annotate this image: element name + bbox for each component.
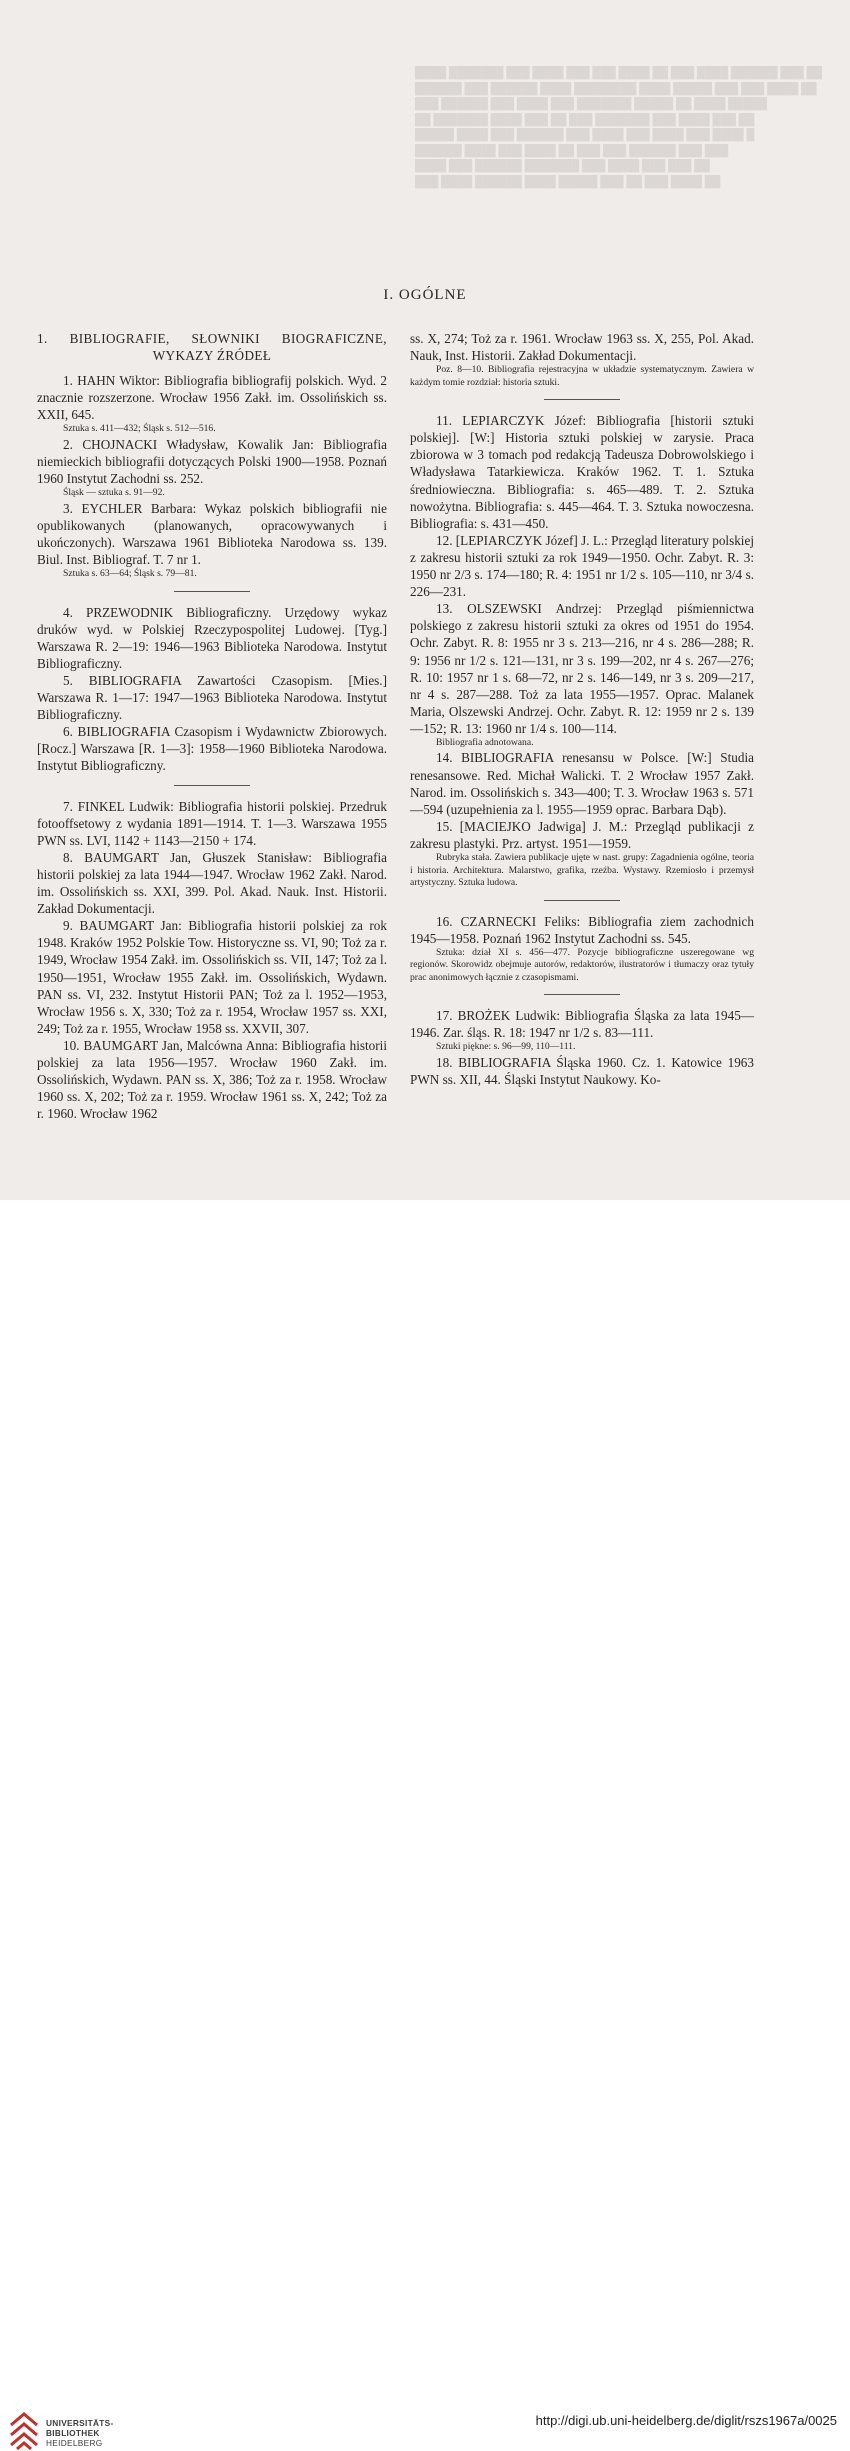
entry-16-note: Sztuka: dział XI s. 456—477. Pozycje bibliograficzne uszeregowane wg regionów. Skorowidz obejmuje autorów, redaktorów, ilustratorów i tłumaczy oraz tytuły prac anonimowych łącznie z czasopismami. [410, 946, 754, 983]
entry-1: 1. HAHN Wiktor: Bibliografia bibliografij polskich. Wyd. 2 znacznie rozszerzone. Wrocław 1956 Zakł. im. Ossolińskich ss. XXII, 645. [37, 373, 387, 423]
bleed-through-text: ████ ███████ ███ ████ ███ ███ ████ ██ ███ ████ ██████ ███ ██ ██████ ███ ██████ ████ ████████ ████ █████ ███ ███ ████ ██ ███ ██████ ███ ████ ███ ███████ █████ ██ ████ █████ ██ ███████ ████ ███ ██ ███ ███████ ███ ████ ███ ██ █████ ████ ███ ██████ ███ ████ ███ ████ ███ ████ █ ██████ ████ ███ ████ ██ ███ ███ ██████ ███ ███ ████ ███ ██████ ███████ ███ ████ ███ ███ ██ ███ ████ ██████ ████ █████ ███ ██ ███ ████ ██ [415, 67, 823, 188]
entry-4: 4. PRZEWODNIK Bibliograficzny. Urzędowy wykaz druków wyd. w Polskiej Rzeczypospolitej Ludowej. [Tyg.] Warszawa R. 2—19: 1946—1963 Biblioteka Narodowa. Instytut Bibliograficzny. [37, 604, 387, 671]
separator [174, 591, 250, 592]
entry-18: 18. BIBLIOGRAFIA Śląska 1960. Cz. 1. Katowice 1963 PWN ss. XII, 44. Śląski Instytut Naukowy. Ko- [410, 1054, 754, 1087]
library-name [46, 2418, 114, 2449]
entry-1-note: Sztuka s. 411—432; Śląsk s. 512—516. [63, 423, 216, 435]
entry-6: 6. BIBLIOGRAFIA Czasopism i Wydawnictw Zbiorowych. [Rocz.] Warszawa [R. 1—3]: 1958—1960 Biblioteka Narodowa. Instytut Bibliograficzny. [37, 724, 387, 774]
entry-17: 17. BROŻEK Ludwik: Bibliografia Śląska za lata 1945—1946. Zar. śląs. R. 18: 1947 nr 1/2 s. 83—111. [410, 1008, 754, 1041]
entry-14: 14. BIBLIOGRAFIA renesansu w Polsce. [W:] Studia renesansowe. Red. Michał Walicki. T. 2 Wrocław 1957 Zakł. Narod. im. Ossolińskich s. 343—400; T. 3. Wrocław 1963 s. 571—594 (uzupełnienia za l. 1955—1959 oprac. Barbara Dąb). [410, 750, 754, 817]
scanned-page [0, 0, 850, 1200]
section-heading-line1: 1. BIBLIOGRAFIE, SŁOWNIKI BIOGRAFICZNE, [37, 331, 387, 346]
entry-7: 7. FINKEL Ludwik: Bibliografia historii polskiej. Przedruk fotooffsetowy z wydania 1891—1914. T. 1—3. Warszawa 1955 PWN ss. LVI, 1142 + 1143—2150 + 174. [37, 798, 387, 848]
entry-13-note: Bibliografia adnotowana. [436, 736, 534, 748]
entry-12: 12. [LEPIARCZYK Józef] J. L.: Przegląd literatury polskiej z zakresu historii sztuki za rok 1949—1950. Ochr. Zabyt. R. 3: 1950 nr 2/3 s. 174—180; R. 4: 1951 nr 1/2 s. 105—110, nr 3/4 s. 226—231. [410, 532, 754, 600]
document-url-link[interactable]: http://digi.ub.uni-heidelberg.de/diglit/rszs1967a/0025 [535, 2413, 837, 2428]
entry-10: 10. BAUMGART Jan, Malcówna Anna: Bibliografia historii polskiej za lata 1956—1957. Wrocław 1960 Zakł. im. Ossolińskich, Wydawn. PAN ss. X, 386; Toż za r. 1958. Wrocław 1960 ss. X, 202; Toż za r. 1959. Wrocław 1961 ss. X, 242; Toż za r. 1960. Wrocław 1962 [37, 1037, 387, 1122]
left-column [37, 330, 387, 1122]
library-name-line2: BIBLIOTHEK [46, 2428, 100, 2439]
right-column [410, 330, 754, 1088]
entry-16: 16. CZARNECKI Feliks: Bibliografia ziem zachodnich 1945—1958. Poznań 1962 Instytut Zachodni ss. 545. [410, 913, 754, 946]
entry-2: 2. CHOJNACKI Władysław, Kowalik Jan: Bibliografia niemieckich bibliografii dotyczących Polski 1900—1958. Poznań 1960 Instytut Zachodni ss. 252. [37, 436, 387, 487]
entry-8: 8. BAUMGART Jan, Głuszek Stanisław: Bibliografia historii polskiej za lata 1944—1947. Wrocław 1962 Zakł. Narod. im. Ossolińskich ss. XXI, 399. Pol. Akad. Nauk. Inst. Historii. Zakład Dokumentacji. [37, 849, 387, 917]
entry-9: 9. BAUMGART Jan: Bibliografia historii polskiej za rok 1948. Kraków 1952 Polskie Tow. Historyczne ss. VI, 90; Toż za r. 1949, Wrocław 1954 Zakł. im. Ossolińskich ss. VII, 147; Toż za l. 1950—1951, Wrocław 1955 Zakł. im. Ossolińskich, Wydawn. PAN ss. VI, 232. Instytut Historii PAN; Toż za l. 1952—1953, Wrocław 1956 s. X, 330; Toż za r. 1954, Wrocław 1957 ss. XXI, 249; Toż za r. 1955, Wrocław 1958 ss. XXVII, 307. [37, 918, 387, 1036]
entry-2-note: Śląsk — sztuka s. 91—92. [63, 487, 165, 499]
section-title: I. OGÓLNE [383, 287, 467, 303]
entry-15: 15. [MACIEJKO Jadwiga] J. M.: Przegląd publikacji z zakresu plastyki. Prz. artyst. 1951—1959. [410, 818, 754, 851]
entry-3-note: Sztuka s. 63—64; Śląsk s. 79—81. [63, 568, 197, 580]
separator [544, 900, 620, 901]
entry-17-note: Sztuki piękne: s. 96—99, 110—111. [436, 1041, 576, 1053]
separator [174, 785, 250, 786]
entry-13: 13. OLSZEWSKI Andrzej: Przegląd piśmiennictwa polskiego z zakresu historii sztuki za okres od 1951 do 1954. Ochr. Zabyt. R. 8: 1955 nr 3 s. 213—216, nr 4 s. 286—288; R. 9: 1956 nr 1/2 s. 121—131, nr 3 s. 199—202, nr 4 s. 267—276; R. 10: 1957 nr 1 s. 68—72, nr 2 s. 146—149, nr 3 s. 209—217, nr 4 s. 287—288. Toż za lata 1955—1957. Oprac. Malanek Maria, Olszewski Andrzej. Ochr. Zabyt. R. 12: 1959 nr 2 s. 139—152; R. 13: 1960 nr 1/4 s. 100—114. [410, 601, 754, 736]
entry-11: 11. LEPIARCZYK Józef: Bibliografia [historii sztuki polskiej]. [W:] Historia sztuki polskiej w zarysie. Praca zbiorowa w 3 tomach pod redakcją Tadeusza Dobrowolskiego i Władysława Tatarkiewicza. Kraków 1962. T. 1. Sztuka średniowieczna. Bibliografia: s. 465—489. T. 2. Sztuka nowożytna. Bibliografia: s. 445—464. T. 3. Sztuka nowoczesna. Bibliografia: s. 431—450. [410, 413, 754, 531]
entry-10-continuation: ss. X, 274; Toż za r. 1961. Wrocław 1963 ss. X, 255, Pol. Akad. Nauk, Inst. Historii. Zakład Dokumentacji. [410, 331, 754, 364]
entry-15-note: Rubryka stała. Zawiera publikacje ujęte w nast. grupy: Zagadnienia ogólne, teoria i historia. Architektura. Malarstwo, grafika, rzeźba. Wystawy. Rzemiosło i przemysł artystyczny. Sztuka ludowa. [410, 852, 754, 889]
entry-5: 5. BIBLIOGRAFIA Zawartości Czasopism. [Mies.] Warszawa R. 1—17: 1947—1963 Biblioteka Narodowa. Instytut Bibliograficzny. [37, 673, 387, 723]
entry-10-note: Poz. 8—10. Bibliografia rejestracyjna w układzie systematycznym. Zawiera w każdym tomie rozdział: historia sztuki. [410, 364, 754, 388]
section-heading [37, 330, 387, 364]
separator [544, 399, 620, 400]
section-heading-line2: WYKAZY ŹRÓDEŁ [152, 348, 272, 364]
footer-bar [0, 1200, 850, 2449]
library-name-line1: UNIVERSITÄTS- [46, 2418, 114, 2428]
separator [544, 994, 620, 995]
library-name-line3: HEIDELBERG [46, 2438, 103, 2449]
entry-3: 3. EYCHLER Barbara: Wykaz polskich bibliografii nie opublikowanych (planowanych, opracowywanych i ukończonych). Warszawa 1961 Biblioteka Narodowa ss. 139. Biul. Inst. Bibliograf. T. 7 nr 1. [37, 500, 387, 568]
university-library-logo-icon [8, 2411, 40, 2451]
